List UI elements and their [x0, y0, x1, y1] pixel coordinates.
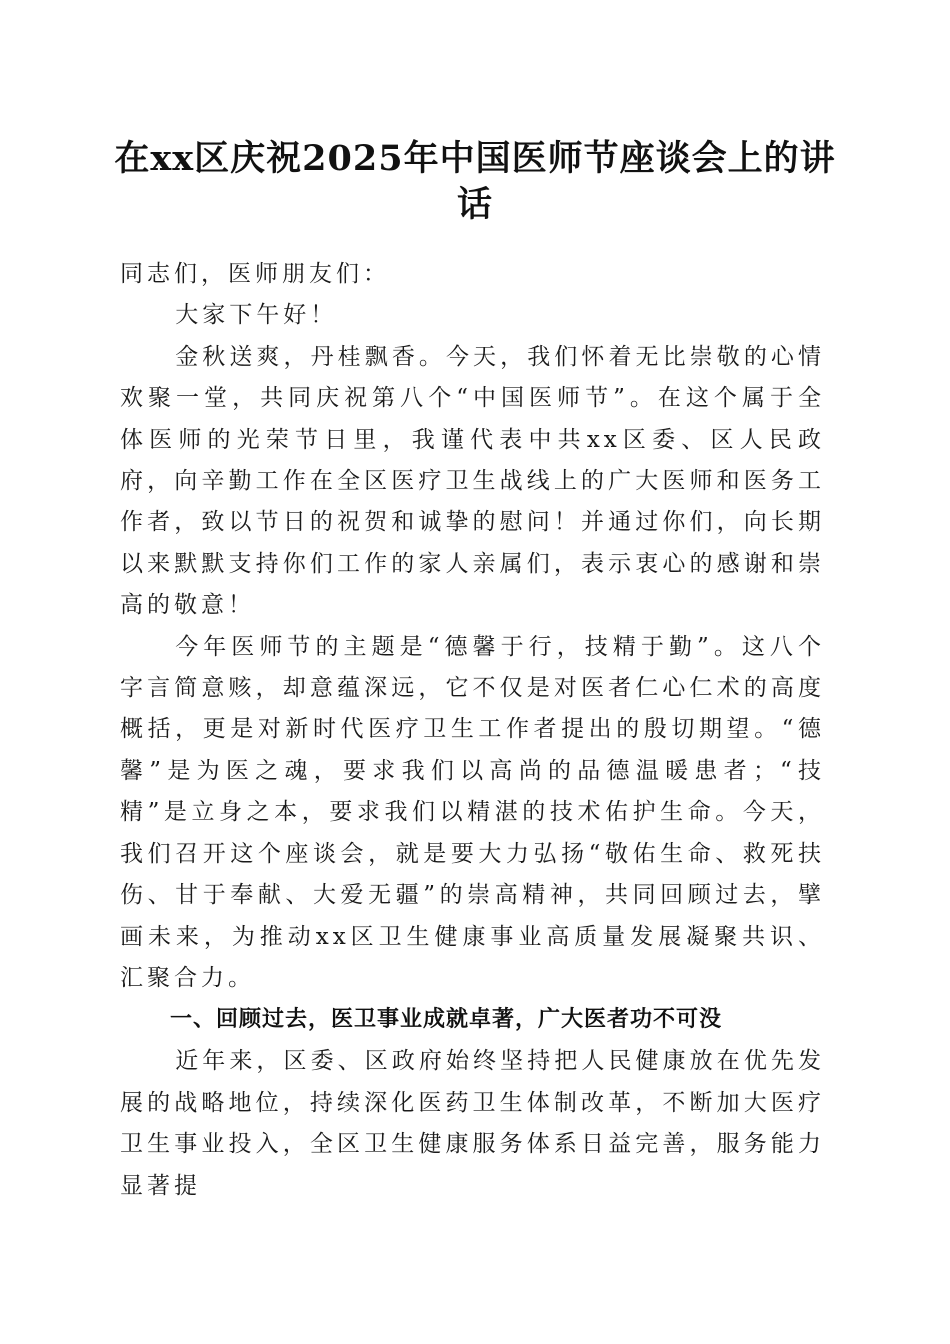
section-heading: 一、回顾过去，医卫事业成就卓著，广大医者功不可没 [170, 1007, 723, 1033]
greeting: 大家下午好！ [175, 302, 338, 329]
document-title: 在xx区庆祝2025年中国医师节座谈会上的讲话 [114, 138, 836, 225]
paragraph-section-one: 近年来，区委、区政府始终坚持把人民健康放在优先发展的战略地位，持续深化医药卫生体制改革，不断加大医疗卫生事业投入，全区卫生健康服务体系日益完善，服务能力显著提 [120, 1048, 825, 1199]
paragraph-theme: 今年医师节的主题是“德馨于行，技精于勤”。这八个字言简意赅，却意蕴深远，它不仅是对医者仁心仁术的高度概括，更是对新时代医疗卫生工作者提出的殷切期望。“德馨”是为医之魂，要求我们以高尚的品德温暖患者；“技精”是立身之本，要求我们以精湛的技术佑护生命。今天，我们召开这个座谈会，就是要大力弘扬“敬佑生命、救死扶伤、甘于奉献、大爱无疆”的崇高精神，共同回顾过去，擘画未来，为推动xx区卫生健康事业高质量发展凝聚共识、汇聚合力。 [120, 633, 825, 991]
paragraph-opening: 金秋送爽，丹桂飘香。今天，我们怀着无比崇敬的心情欢聚一堂，共同庆祝第八个“中国医师节”。在这个属于全体医师的光荣节日里，我谨代表中共xx区委、区人民政府，向辛勤工作在全区医疗卫生战线上的广大医师和医务工作者，致以节日的祝贺和诚挚的慰问！并通过你们，向长期以来默默支持你们工作的家人亲属们，表示衷心的感谢和崇高的敬意！ [120, 343, 825, 619]
document-body [120, 254, 825, 1207]
salutation: 同志们，医师朋友们： [120, 261, 390, 287]
